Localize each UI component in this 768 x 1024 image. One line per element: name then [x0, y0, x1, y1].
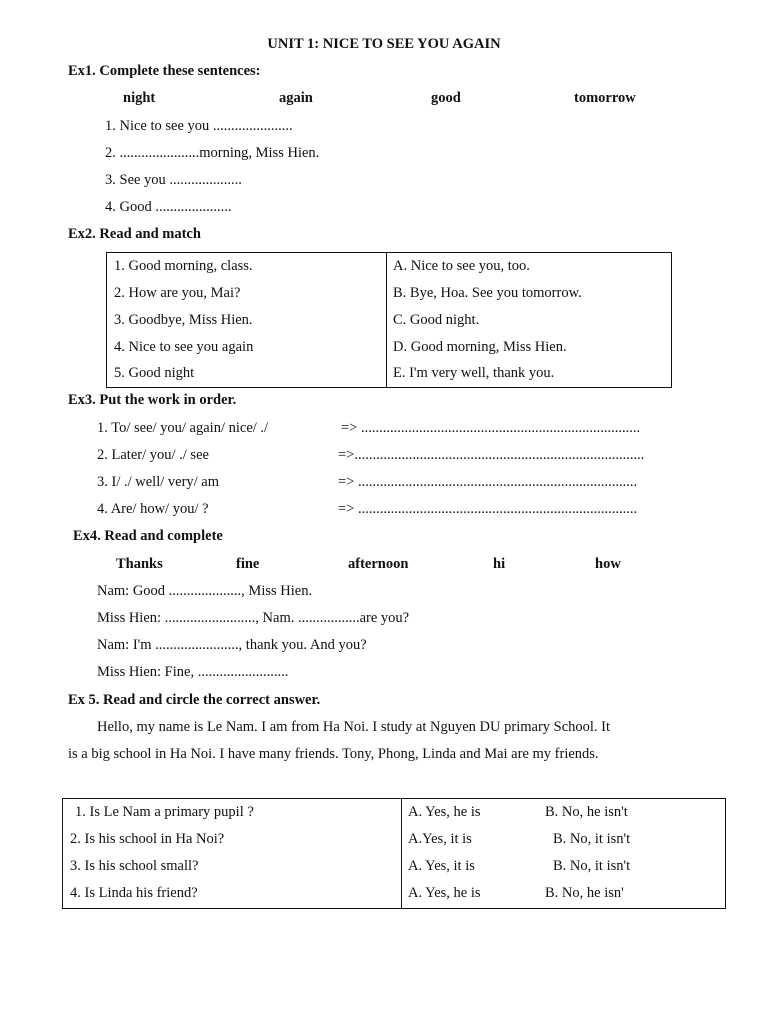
- ex5-option-b: B. No, he isn't: [545, 803, 628, 820]
- ex2-right-cell: C. Good night.: [387, 307, 672, 334]
- table-row: [107, 253, 672, 280]
- ex5-option-a: A.Yes, it is: [402, 826, 546, 853]
- ex1-item: 4. Good .....................: [105, 199, 232, 215]
- table-row: [107, 307, 672, 334]
- ex5-option-a: A. Yes, it is: [402, 853, 546, 880]
- ex1-heading: Ex1. Complete these sentences:: [68, 63, 261, 79]
- ex1-word: tomorrow: [574, 90, 636, 106]
- ex2-right-cell: A. Nice to see you, too.: [387, 253, 672, 280]
- ex2-left-cell: 4. Nice to see you again: [114, 338, 254, 355]
- ex5-question-cell: 4. Is Linda his friend?: [70, 885, 198, 902]
- ex4-heading: Ex4. Read and complete: [73, 528, 223, 544]
- ex5-passage-line: Hello, my name is Le Nam. I am from Ha Noi. I study at Nguyen DU primary School. It: [97, 719, 611, 735]
- ex1-item: 2. ......................morning, Miss Hien.: [105, 145, 320, 161]
- ex2-right-cell: B. Bye, Hoa. See you tomorrow.: [387, 280, 672, 307]
- ex4-word: how: [595, 556, 621, 572]
- table-row: [63, 853, 726, 880]
- ex2-left-cell: 3. Goodbye, Miss Hien.: [114, 311, 253, 328]
- table-row: [107, 361, 672, 388]
- ex3-words: 3. I/ ./ well/ very/ am: [97, 474, 220, 490]
- table-row: [63, 799, 726, 826]
- ex1-item: 1. Nice to see you ......................: [105, 118, 293, 134]
- ex1-word: good: [431, 90, 461, 106]
- ex1-word: night: [123, 90, 156, 106]
- ex4-dialogue-line: Miss Hien: ........................., Nam. .................are you?: [97, 610, 410, 626]
- ex5-heading: Ex 5. Read and circle the correct answer.: [68, 692, 321, 708]
- ex5-question-cell: 1. Is Le Nam a primary pupil ?: [75, 803, 254, 820]
- ex5-option-a: A. Yes, he is: [402, 799, 546, 826]
- ex2-left-cell: 1. Good morning, class.: [114, 257, 253, 274]
- ex3-words: 2. Later/ you/ ./ see: [97, 447, 209, 463]
- ex3-answer-line: =>................................................................................: [338, 447, 645, 463]
- ex3-heading: Ex3. Put the work in order.: [68, 392, 237, 408]
- ex5-passage-line: is a big school in Ha Noi. I have many friends. Tony, Phong, Linda and Mai are my friends.: [68, 746, 599, 762]
- ex4-word: Thanks: [116, 556, 163, 572]
- ex5-option-b: B. No, it isn't: [553, 857, 631, 874]
- ex3-answer-line: => .............................................................................: [338, 501, 638, 517]
- ex3-words: 4. Are/ how/ you/ ?: [97, 501, 209, 517]
- ex4-dialogue-line: Nam: Good ...................., Miss Hien.: [97, 583, 313, 599]
- ex3-answer-line: => .............................................................................: [338, 474, 638, 490]
- table-row: [107, 280, 672, 307]
- ex5-question-cell: 2. Is his school in Ha Noi?: [70, 830, 225, 847]
- ex2-left-cell: 2. How are you, Mai?: [114, 284, 241, 301]
- ex3-answer-line: => .............................................................................: [341, 420, 641, 436]
- ex2-match-table: [106, 252, 672, 388]
- ex5-answer-table: [62, 798, 726, 909]
- ex2-right-cell: E. I'm very well, thank you.: [387, 361, 672, 388]
- ex5-option-b: B. No, it isn't: [553, 830, 631, 847]
- page-title: UNIT 1: NICE TO SEE YOU AGAIN: [267, 36, 501, 52]
- ex4-dialogue-line: Miss Hien: Fine, .........................: [97, 664, 289, 680]
- ex1-item: 3. See you ....................: [105, 172, 242, 188]
- table-row: [107, 334, 672, 361]
- ex4-word: hi: [493, 556, 506, 572]
- table-row: [63, 826, 726, 853]
- ex2-right-cell: D. Good morning, Miss Hien.: [387, 334, 672, 361]
- ex5-question-cell: 3. Is his school small?: [70, 857, 199, 874]
- ex2-left-cell: 5. Good night: [114, 365, 195, 382]
- ex1-word: again: [279, 90, 313, 106]
- ex4-word: afternoon: [348, 556, 409, 572]
- ex5-option-b: B. No, he isn': [545, 885, 624, 902]
- table-row: [63, 880, 726, 909]
- ex4-word: fine: [236, 556, 260, 572]
- ex4-dialogue-line: Nam: I'm ......................., thank you. And you?: [97, 637, 367, 653]
- ex2-heading: Ex2. Read and match: [68, 226, 201, 242]
- ex5-option-a: A. Yes, he is: [402, 880, 546, 909]
- ex3-words: 1. To/ see/ you/ again/ nice/ ./: [97, 420, 269, 436]
